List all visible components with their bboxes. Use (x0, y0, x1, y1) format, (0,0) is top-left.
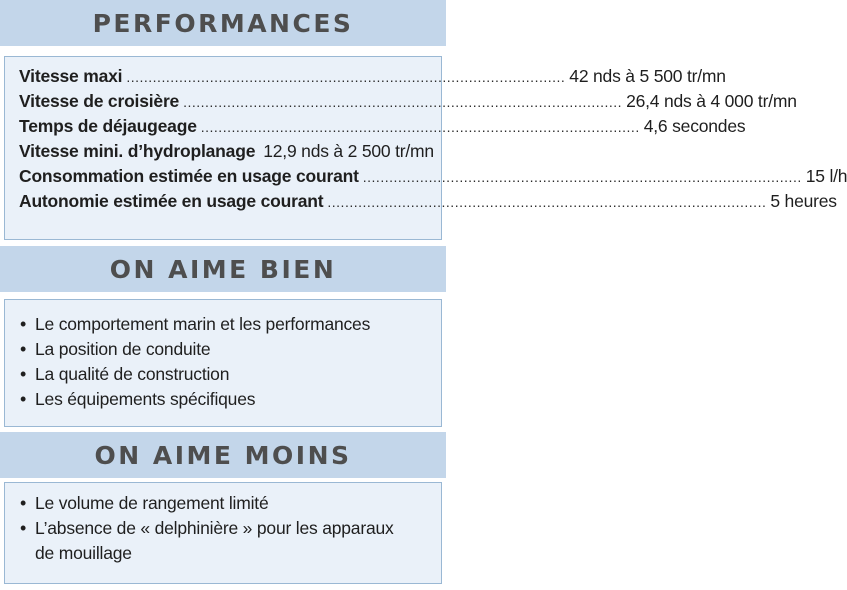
bullet-icon: • (20, 493, 27, 513)
dot-leader: .................................................................................................... (126, 69, 566, 85)
list-item-text: Le comportement marin et les performances (35, 314, 371, 334)
bullet-icon: • (20, 314, 27, 334)
spec-label: Consommation estimée en usage courant (19, 166, 359, 186)
spec-row (19, 66, 726, 91)
list-item-text: La qualité de construction (35, 364, 230, 384)
spec-value: 26,4 nds à 4 000 tr/mn (626, 91, 797, 111)
list-item-text: Les équipements spécifiques (35, 389, 256, 409)
list-item (20, 312, 427, 337)
spec-row (19, 91, 797, 116)
aime-bien-title: ON AIME BIEN (109, 254, 337, 284)
spec-value: 15 l/h (805, 166, 847, 186)
spec-value: 5 heures (770, 191, 837, 211)
aime-moins-header (0, 432, 446, 478)
list-item-text: Le volume de rangement limité (35, 493, 269, 513)
spec-value: 12,9 nds à 2 500 tr/mn (263, 141, 434, 161)
spec-label: Temps de déjaugeage (19, 116, 197, 136)
bullet-icon: • (20, 389, 27, 409)
aime-moins-title: ON AIME MOINS (94, 440, 352, 470)
spec-value: 4,6 secondes (643, 116, 746, 136)
performances-title: PERFORMANCES (92, 8, 354, 38)
performances-header (0, 0, 446, 46)
spec-value: 42 nds à 5 500 tr/mn (569, 66, 726, 86)
aime-bien-list (20, 312, 427, 412)
spec-row (19, 116, 746, 141)
dot-leader: .................................................................................................... (200, 119, 640, 135)
spec-label: Autonomie estimée en usage courant (19, 191, 324, 211)
list-item-text: L’absence de « delphinière » pour les apparaux de mouillage (35, 518, 394, 563)
spec-label: Vitesse mini. d’hydroplanage (19, 141, 256, 161)
aime-bien-panel (4, 299, 442, 427)
aime-moins-list (20, 491, 401, 566)
list-item (20, 387, 427, 412)
bullet-icon: • (20, 339, 27, 359)
dot-leader: .................................................................................................... (362, 169, 802, 185)
dot-leader: .................................................................................................... (183, 94, 623, 110)
list-item (20, 491, 401, 516)
spec-row (19, 141, 434, 166)
performances-panel (4, 56, 847, 240)
aime-bien-header (0, 246, 446, 292)
spec-row (19, 166, 847, 191)
list-item-text: La position de conduite (35, 339, 211, 359)
bullet-icon: • (20, 364, 27, 384)
list-item (20, 337, 427, 362)
spec-label: Vitesse de croisière (19, 91, 180, 111)
list-item (20, 362, 427, 387)
spec-label: Vitesse maxi (19, 66, 123, 86)
dot-leader: .................................................................................................... (327, 194, 767, 210)
aime-moins-panel (4, 482, 442, 584)
list-item (20, 516, 401, 566)
spec-row (19, 191, 837, 216)
bullet-icon: • (20, 518, 27, 538)
